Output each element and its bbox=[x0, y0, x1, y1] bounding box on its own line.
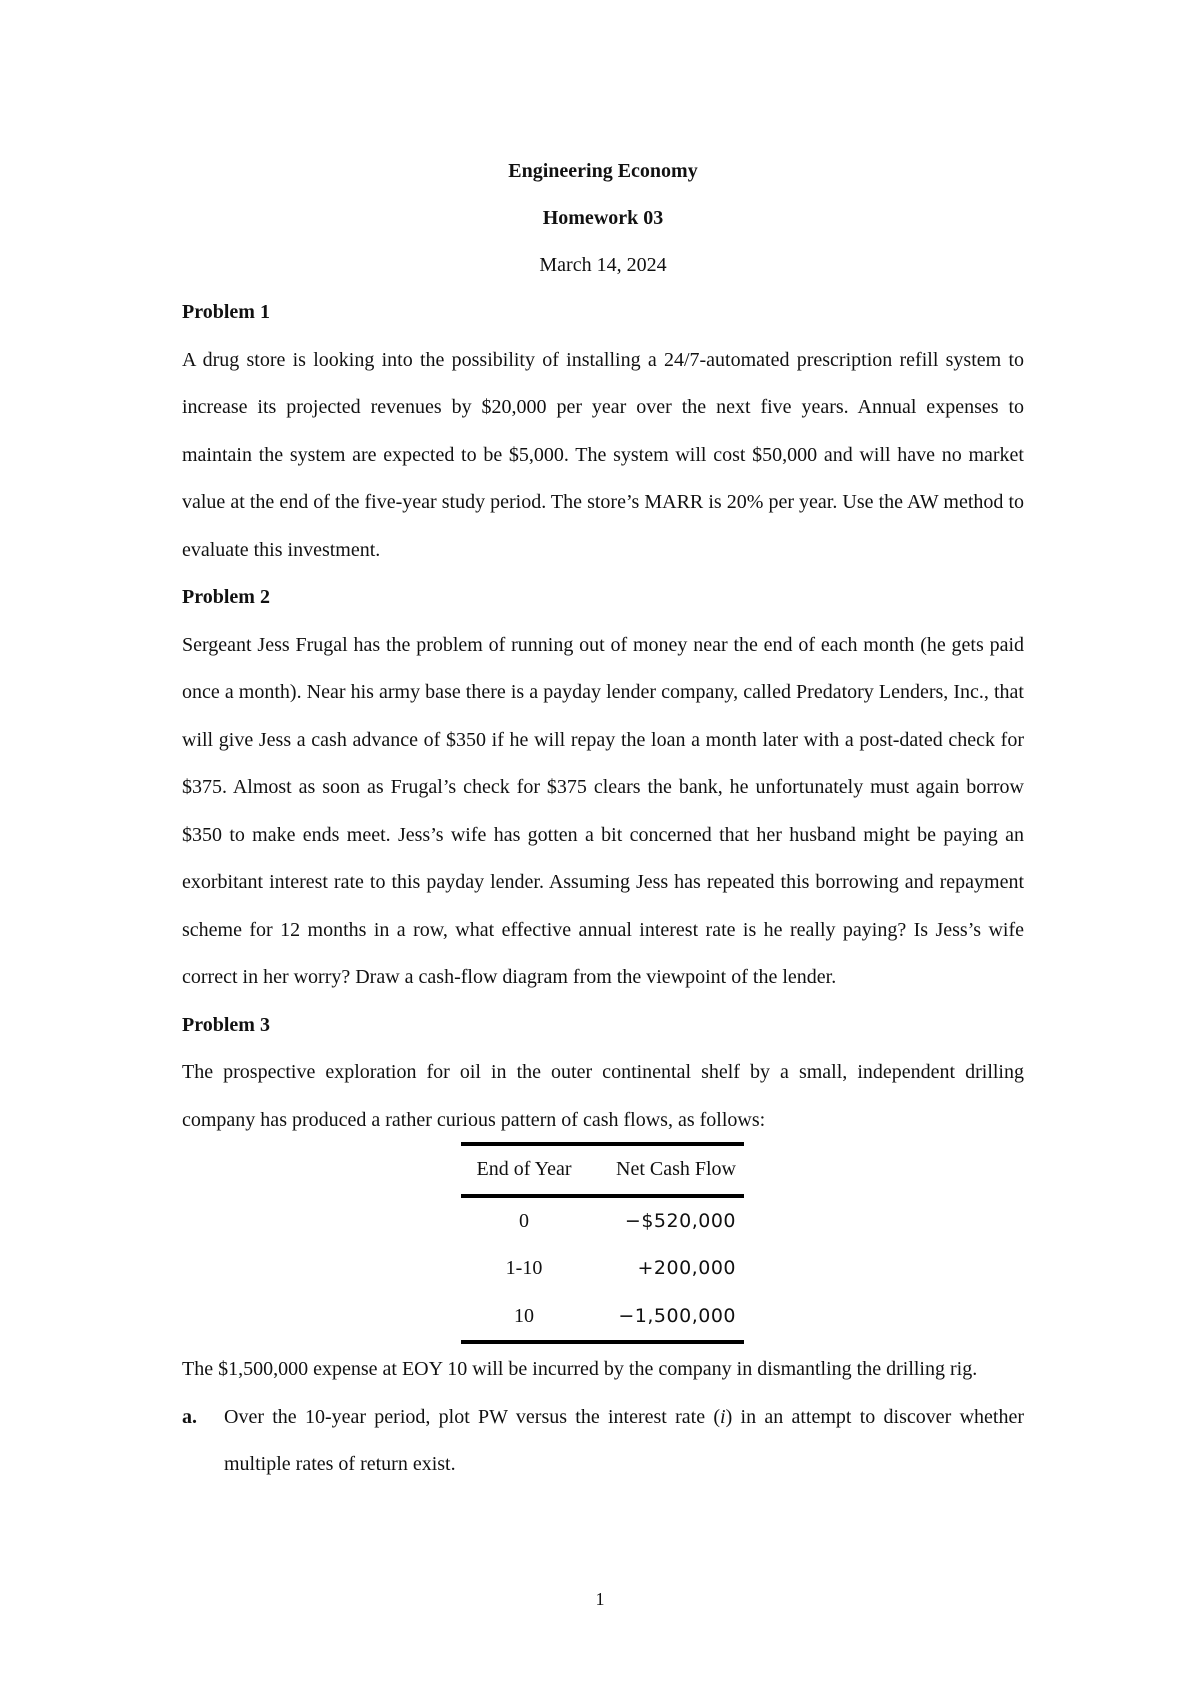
problem-1-text: A drug store is looking into the possibility of installing a 24/7-automated prescription refill system to increase its projected revenues by $20,000 per year over the next five years. Annual expenses to maintain the system are expected to be $5,000. The system will cost $50,000 and will have no market value at the end of the five-year study period. The store’s MARR is 20% per year. Use the AW method to evaluate this investment. bbox=[182, 348, 1024, 561]
table-header-row bbox=[461, 1144, 744, 1196]
part-a-text-end: ) in an attempt to discover whether multiple rates of return exist. bbox=[224, 1405, 1024, 1475]
cash-flow-table bbox=[461, 1142, 744, 1344]
page-number: 1 bbox=[595, 1589, 605, 1609]
part-a-label: a. bbox=[182, 1405, 197, 1428]
problem-2-heading: Problem 2 bbox=[182, 586, 270, 608]
column-header-end-of-year: End of Year bbox=[461, 1144, 587, 1196]
table-cell-cash-flow: −1,500,000 bbox=[587, 1293, 744, 1343]
table-cell-cash-flow: −$520,000 bbox=[624, 1209, 736, 1232]
problem-2-text: Sergeant Jess Frugal has the problem of running out of money near the end of each month (he gets paid once a month). Near his army base there is a payday lender company, called Predatory Lenders, Inc., that will give Jess a cash advance of $350 if he will repay the loan a month later with a post-dated check for $375. Almost as soon as Frugal’s check for $375 clears the bank, he unfortunately must again borrow $350 to make ends meet. Jess’s wife has gotten a bit concerned that her husband might be paying an exorbitant interest rate to this payday lender. Assuming Jess has repeated this borrowing and repayment scheme for 12 months in a row, what effective annual interest rate is he really paying? Is Jess’s wife correct in her worry? Draw a cash-flow diagram from the viewpoint of the lender. bbox=[182, 633, 1024, 988]
table-row bbox=[461, 1196, 744, 1246]
problem-3-part-a bbox=[182, 1394, 1024, 1489]
problem-3-note: The $1,500,000 expense at EOY 10 will be incurred by the company in dismantling the drilling rig. bbox=[182, 1358, 978, 1380]
cash-flow-table-wrapper bbox=[461, 1142, 744, 1344]
part-a-text-start: Over the 10-year period, plot PW versus the interest rate ( bbox=[224, 1405, 721, 1428]
table-cell-cash-flow: +200,000 bbox=[637, 1257, 736, 1279]
document-body bbox=[182, 157, 1024, 1489]
interest-rate-variable: i bbox=[720, 1405, 726, 1428]
table-cell-year: 0 bbox=[519, 1209, 529, 1232]
table-cell-year: 1-10 bbox=[505, 1257, 543, 1279]
problem-3-heading: Problem 3 bbox=[182, 1013, 270, 1036]
assignment-date: March 14, 2024 bbox=[539, 254, 667, 276]
problem-3-intro: The prospective exploration for oil in the outer continental shelf by a small, independent drilling company has produced a rather curious pattern of cash flows, as follows: bbox=[182, 1061, 1024, 1131]
course-title: Engineering Economy bbox=[508, 160, 698, 182]
assignment-title: Homework 03 bbox=[542, 207, 664, 229]
table-cell-year: 10 bbox=[461, 1293, 587, 1343]
column-header-net-cash-flow: Net Cash Flow bbox=[587, 1144, 744, 1196]
table-row bbox=[461, 1293, 744, 1343]
table-row bbox=[461, 1245, 744, 1293]
problem-1-heading: Problem 1 bbox=[182, 301, 270, 323]
